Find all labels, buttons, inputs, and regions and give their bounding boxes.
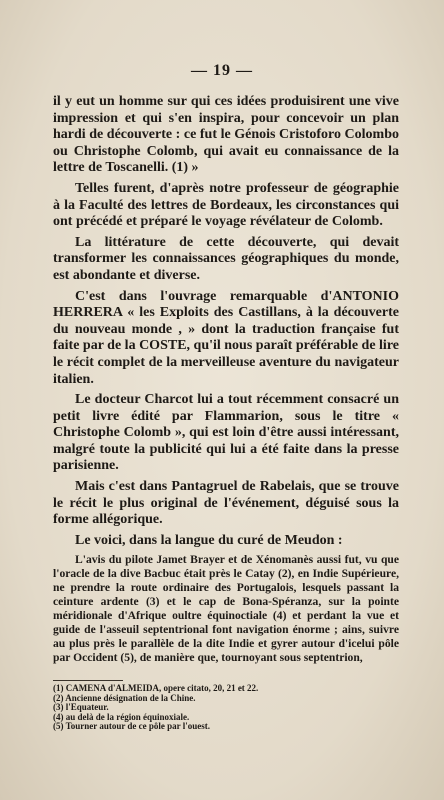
paragraph: Mais c'est dans Pantagruel de Rabelais, que se trouve le récit le plus original de l'événement, déguisé sous la forme allégorique. xyxy=(53,479,399,528)
page-number: — 19 — xyxy=(191,62,253,79)
footnote: (2) Ancienne désignation de la Chine. xyxy=(53,692,196,703)
paragraph: il y eut un homme sur qui ces idées produisirent une vive impression et qui s'en inspira, pour concevoir un plan hardi de découverte : ce fut le Génois Cristoforo Colombo ou Christophe Colomb, qui avait eu connaissance de la lettre de Toscanelli. (1) » xyxy=(53,94,399,176)
footnotes xyxy=(53,684,399,732)
paragraph: La littérature de cette découverte, qui devait transformer les connaissances géographiques du monde, est abondante et diverse. xyxy=(53,234,399,283)
paragraph: C'est dans l'ouvrage remarquable d'ANTONIO HERRERA « les Exploits des Castillans, à la découverte du nouveau monde , » dont la traduction française fut faite par de la COSTE, qu'il nous paraît préférable de lire le récit complet de la merveilleuse aventure du navigateur italien. xyxy=(53,288,399,387)
rabelais-quote: L'avis du pilote Jamet Brayer et de Xénomanès aussi fut, vu que l'oracle de la dive Bacbuc était près le Catay (2), en Indie Supérieure, ne prendre la route ordinaire des Portugalois, lesquels passant la ceinture ardente (3) et le cap de Bona-Spéranza, sur la pointe méridionale d'Afrique oultre équinoctiale (4) et perdant la vue et guide de l'asseuil septentrional font navigation énorme ; ains, suivre au plus près le parallèle de la dite Indie et gyrer autour d'icelui pôle par Occident (5), de manière que, tournoyant sous septentrion, xyxy=(53,553,399,665)
paragraph: Le docteur Charcot lui a tout récemment consacré un petit livre édité par Flammarion, sous le titre « Christophe Colomb », qui est loin d'être aussi intéressant, malgré toute la publicité qui lui a été faite dans la presse parisienne. xyxy=(53,392,399,474)
body-text xyxy=(53,94,399,665)
footnote: (5) Tourner autour de ce pôle par l'ouest. xyxy=(53,721,211,732)
paragraph: Le voici, dans la langue du curé de Meudon : xyxy=(75,532,343,548)
paragraph: Telles furent, d'après notre professeur de géographie à la Faculté des lettres de Bordeaux, les circonstances qui ont précédé et préparé le voyage révélateur de Colomb. xyxy=(53,180,399,230)
footnote: (4) au delà de la région équinoxiale. xyxy=(53,711,190,722)
footnote-divider xyxy=(53,680,123,681)
footnote: (3) l'Equateur. xyxy=(53,702,109,713)
footnote: (1) CAMENA d'ALMEIDA, opere citato, 20, 21 et 22. xyxy=(53,683,259,693)
